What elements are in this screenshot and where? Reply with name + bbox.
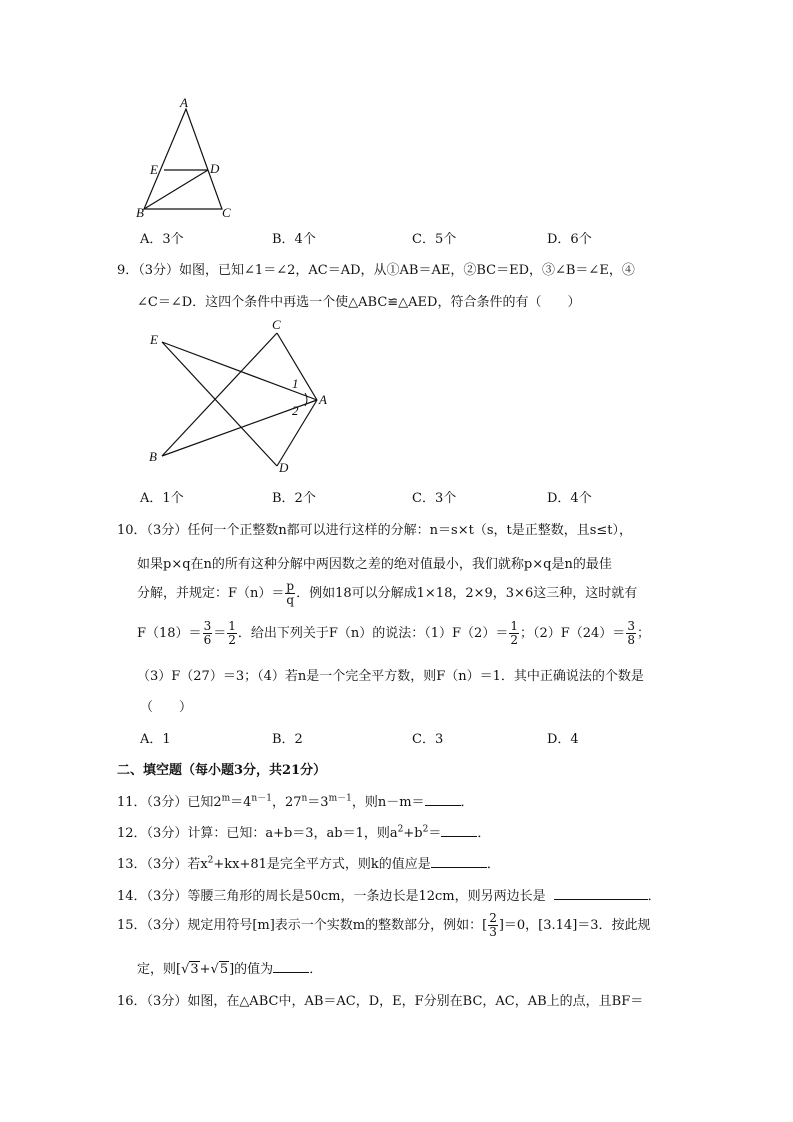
answer-blank [554, 898, 648, 900]
q10-option-a: A．1 [140, 732, 171, 747]
q9-option-b: B．2个 [272, 491, 316, 506]
label-E: E [150, 332, 158, 347]
label-A: A [180, 95, 188, 110]
q16-line1: 16．（3分）如图，在△ABC中，AB＝AC，D，E，F分别在BC，AC，AB上的点，且BF＝ [117, 994, 644, 1009]
answer-blank [441, 835, 477, 837]
answer-blank [431, 866, 487, 868]
section-heading-fill-in: 二、填空题（每小题3分，共21分） [117, 763, 327, 778]
q10-option-d: D．4 [547, 732, 579, 747]
label-2: 2 [292, 403, 299, 418]
q9-line2: ∠C＝∠D．这四个条件中再选一个使△ABC≌△AED，符合条件的有（ ） [137, 295, 581, 310]
fraction-p-over-q: $\frac{p}{q}$ [286, 579, 295, 607]
label-D: D [279, 460, 289, 475]
q8-option-d: D．6个 [547, 232, 592, 247]
label-C: C [222, 205, 231, 220]
answer-blank [425, 804, 461, 806]
fraction-2-3: $\frac{2}{3}$ [489, 911, 497, 939]
q10-line5: （3）F（27）＝3；（4）若n是一个完全平方数，则F（n）＝1．其中正确说法的个数是 [137, 669, 644, 684]
q9-option-c: C．3个 [412, 491, 457, 506]
label-B: B [136, 205, 144, 220]
q8-option-b: B．4个 [272, 232, 316, 247]
label-E: E [150, 162, 158, 177]
crossing-triangles-figure-q9 [140, 315, 340, 480]
label-C: C [272, 317, 281, 332]
q9-option-a: A．1个 [140, 491, 184, 506]
q10-option-c: C．3 [412, 732, 444, 747]
fraction-3-8: $\frac{3}{8}$ [627, 619, 635, 647]
q15-line1: 15．（3分）规定用符号[m]表示一个实数m的整数部分，例如：[ $\frac{2}{3}$ ]＝0，[3.14]＝3．按此规 [117, 911, 651, 939]
q8-option-a: A．3个 [140, 232, 184, 247]
q10-line2: 如果p×q在n的所有这种分解中两因数之差的绝对值最小，我们就称p×q是n的最佳 [137, 557, 612, 572]
q10-line1: 10．（3分）任何一个正整数n都可以进行这样的分解：n＝s×t（s，t是正整数，且s≤t）， [117, 523, 633, 538]
q11: 11．（3分）已知$2^m=4^{n-1}$，$27^n=3^{m-1}$，则n－m＝ ． [117, 793, 474, 810]
label-D: D [210, 161, 220, 176]
q12: 12．（3分）计算：已知：a+b＝3，ab＝1，则$a^2+b^2=$ ． [117, 824, 491, 841]
q10-line6: （ ） [140, 700, 193, 715]
triangle-figure-q8 [130, 95, 240, 220]
fraction-3-6: $\frac{3}{6}$ [203, 619, 212, 647]
label-A: A [319, 392, 327, 407]
q9-option-d: D．4个 [547, 491, 592, 506]
q10-line4: F（18）＝ $\frac{3}{6}$ ＝ $\frac{1}{2}$ ．给出下列关于F（n）的说法：（1）F（2）＝ $\frac{1}{2}$ ；（2）F（24）＝ $\frac{3}{8}$ ； [137, 619, 650, 647]
fraction-1-2: $\frac{1}{2}$ [228, 619, 236, 647]
q13: 13．（3分）若$x^2+kx+81$是完全平方式，则k的值应是 ． [117, 855, 500, 872]
label-B: B [149, 449, 157, 464]
fraction-1-2-b: $\frac{1}{2}$ [510, 619, 518, 647]
q8-option-c: C．5个 [412, 232, 457, 247]
q9-line1: 9．（3分）如图，已知∠1＝∠2，AC＝AD，从①AB＝AE，②BC＝ED，③∠B＝∠E，④ [117, 263, 635, 278]
label-1: 1 [292, 376, 299, 391]
q14: 14．（3分）等腰三角形的周长是50cm，一条边长是12cm，则另两边长是 ． [117, 889, 661, 904]
q10-option-b: B．2 [272, 732, 303, 747]
answer-blank [273, 971, 309, 973]
q10-line3-text-b: ．例如18可以分解成1×18，2×9，3×6这三种，这时就有 [296, 586, 638, 601]
q10-line3-text-a: 分解，并规定：F（n）＝ [137, 586, 285, 601]
q10-line3 [137, 580, 637, 608]
q15-line2: 定，则[√3+√5]的值为 ． [137, 962, 323, 977]
